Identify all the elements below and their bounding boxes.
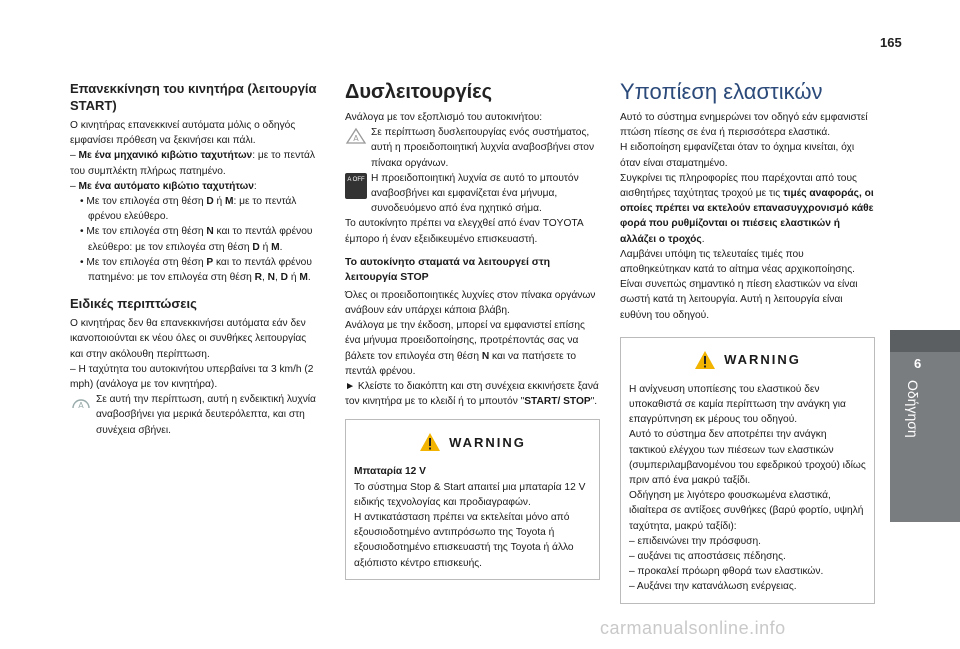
paragraph: Σε περίπτωση δυσλειτουργίας ενός συστήματος, αυτή η προειδοποιητική λυχνία αναβοσβήνει στον πίνακα οργάνων.	[371, 127, 595, 169]
bullet-item: • Με τον επιλογέα στη θέση D ή M: με το πεντάλ φρένου ελεύθερο.	[80, 196, 297, 223]
paragraph: Ανάλογα με την έκδοση, μπορεί να εμφανιστεί επίσης ένα μήνυμα προειδοποίησης, προτρέποντάς σας να βάλετε τον επιλογέα στη θέση N και να πατήσετε το πεντάλ φρένου.	[345, 320, 585, 377]
paragraph: Η αντικατάσταση πρέπει να εκτελείται μόνο από εξουσιοδοτημένο αντιπρόσωπο της Toyota ή εξουσιοδοτημένο επισκευαστή της Toyota ή άλλο αξιόπιστο κέντρο επισκευής.	[354, 512, 574, 569]
warning-icon	[419, 432, 441, 452]
bullet-item: • Με τον επιλογέα στη θέση P και το πεντάλ φρένου πατημένο: με τον επιλογέα στη θέση R, N, D ή M.	[80, 256, 312, 284]
paragraph: Το αυτοκίνητο πρέπει να ελεγχθεί από έναν TOYOTA έμπορο ή έναν εξειδικευμένο επισκευαστή.	[345, 218, 584, 245]
list-item: – Με ένα μηχανικό κιβώτιο ταχυτήτων: με το πεντάλ του συμπλέκτη πλήρως πατημένο.	[70, 150, 316, 177]
section-title-tyre-underinflation: Υποπίεση ελαστικών	[620, 79, 823, 104]
stop-start-off-button-icon: A OFF	[345, 173, 367, 199]
warning-label: WARNING	[449, 434, 526, 450]
section-title-restart: Επανεκκίνηση του κινητήρα (λειτουργία START)	[70, 81, 317, 113]
svg-text:A: A	[353, 134, 359, 144]
warning-triangle-icon	[345, 127, 367, 145]
column-malfunctions	[345, 80, 600, 580]
paragraph: Όλες οι προειδοποιητικές λυχνίες στον πίνακα οργάνων ανάβουν εάν υπάρχει κάποια βλάβη.	[345, 289, 596, 317]
warning-lamp-note	[345, 125, 600, 171]
paragraph: Λαμβάνει υπόψη τις τελευταίες τιμές που αποθηκεύτηκαν κατά το αίτημα νέας αρχικοποίησης.	[620, 248, 855, 276]
chapter-number: 6	[914, 356, 922, 371]
button-lamp-note	[345, 171, 600, 217]
list-item: – προκαλεί πρόωρη φθορά των ελαστικών.	[629, 566, 824, 578]
auto-stop-warning-icon	[70, 394, 92, 412]
paragraph: Συγκρίνει τις πληροφορίες που παρέχονται από τους αισθητήρες ταχύτητας τροχού με τις τιμές αναφοράς, οι οποίες πρέπει να εκτελούν επανασυγχρονισμό κάθε φορά που ρυθμίζονται οι πιέσεις ελαστικών ή αλλάζει ο τροχός.	[620, 172, 874, 245]
paragraph: Ο κινητήρας δεν θα επανεκκινήσει αυτόματα εάν δεν ικανοποιούνται εκ νέου όλες οι συνθήκες λειτουργίας και στην ακόλουθη περίπτωση.	[70, 318, 307, 360]
list-item: – Αυξάνει την κατανάλωση ενέργειας.	[629, 581, 797, 593]
paragraph: Οδήγηση με λιγότερο φουσκωμένα ελαστικά, ιδιαίτερα σε αντίξοες συνθήκες (βαρύ φορτίο, υψηλή ταχύτητα, μακρύ ταξίδι):	[629, 490, 864, 532]
warning-header	[354, 428, 591, 456]
paragraph: Ανάλογα με τον εξοπλισμό του αυτοκινήτου:	[345, 112, 543, 123]
bullet-item: • Με τον επιλογέα στη θέση N και το πεντάλ φρένου ελεύθερο: με τον επιλογέα στη θέση D ή M.	[80, 226, 313, 253]
paragraph: Η ανίχνευση υποπίεσης του ελαστικού δεν υποκαθιστά σε καμία περίπτωση την ανάγκη για επαγρύπνηση εκ μέρους του οδηγού.	[629, 383, 846, 426]
paragraph: Σε αυτή την περίπτωση, αυτή η ενδεικτική λυχνία αναβοσβήνει για μερικά δευτερόλεπτα, και στη συνέχεια σβήνει.	[96, 394, 316, 436]
watermark: carmanualsonline.info	[600, 618, 786, 638]
side-tab-top	[890, 330, 960, 352]
paragraph: Αυτό το σύστημα ενημερώνει τον οδηγό εάν εμφανιστεί πτώση πίεσης σε ένα ή περισσότερα ελαστικά.	[620, 112, 868, 139]
paragraph: Είναι συνεπώς σημαντικό η πίεση ελαστικών να είναι σωστή κατά τη λειτουργία. Αυτή η λειτουργία είναι ευθύνη του οδηγού.	[620, 279, 858, 321]
warning-box-tyres	[620, 337, 875, 604]
warning-icon	[694, 350, 716, 370]
list-item: – Με ένα αυτόματο κιβώτιο ταχυτήτων:	[70, 180, 257, 192]
paragraph: Το σύστημα Stop & Start απαιτεί μια μπαταρία 12 V ειδικής τεχνολογίας και προδιαγραφών.	[354, 481, 586, 508]
section-title-special-cases: Ειδικές περιπτώσεις	[70, 296, 197, 312]
column-restart	[70, 80, 320, 438]
page-number: 165	[880, 35, 902, 50]
svg-text:A: A	[78, 401, 84, 411]
side-tab	[890, 352, 960, 522]
paragraph: Η ειδοποίηση εμφανίζεται όταν το όχημα κινείται, όχι όταν είναι σταματημένο.	[620, 142, 855, 169]
paragraph: Η προειδοποιητική λυχνία σε αυτό το μπουτόν αναβοσβήνει και εμφανίζεται ένα μήνυμα, συνοδευόμενο από ένα ηχητικό σήμα.	[371, 172, 579, 215]
paragraph: – Η ταχύτητα του αυτοκινήτου υπερβαίνει τα 3 km/h (2 mph) (ανάλογα με τον κινητήρα).	[70, 363, 314, 391]
indicator-note	[70, 392, 320, 438]
section-title-malfunctions: Δυσλειτουργίες	[345, 81, 493, 103]
paragraph: Ο κινητήρας επανεκκινεί αυτόματα μόλις ο οδηγός εμφανίσει πρόθεση να ξεκινήσει και πάλι.	[70, 120, 296, 147]
warning-box-battery	[345, 419, 600, 579]
list-item: – επιδεινώνει την πρόσφυση.	[629, 535, 761, 547]
warning-heading: Μπαταρία 12 V	[354, 466, 426, 478]
column-tyre-pressure	[620, 80, 875, 604]
warning-label: WARNING	[724, 352, 801, 368]
paragraph: ► Κλείστε το διακόπτη και στη συνέχεια εκκινήσετε ξανά τον κινητήρα με το κλειδί ή το μπουτόν "START/ STOP".	[345, 381, 599, 408]
warning-header	[629, 346, 866, 374]
subheading-stop-mode: Το αυτοκίνητο σταματά να λειτουργεί στη λειτουργία STOP	[345, 255, 551, 283]
list-item: – αυξάνει τις αποστάσεις πέδησης.	[629, 551, 786, 563]
chapter-label: Οδήγηση	[905, 380, 921, 438]
paragraph: Αυτό το σύστημα δεν αποτρέπει την ανάγκη τακτικού ελέγχου των πιέσεων των ελαστικών (συμπεριλαμβανομένου του εφεδρικού τροχού) ιδίως πριν από ένα μακρύ ταξίδι.	[629, 429, 866, 487]
